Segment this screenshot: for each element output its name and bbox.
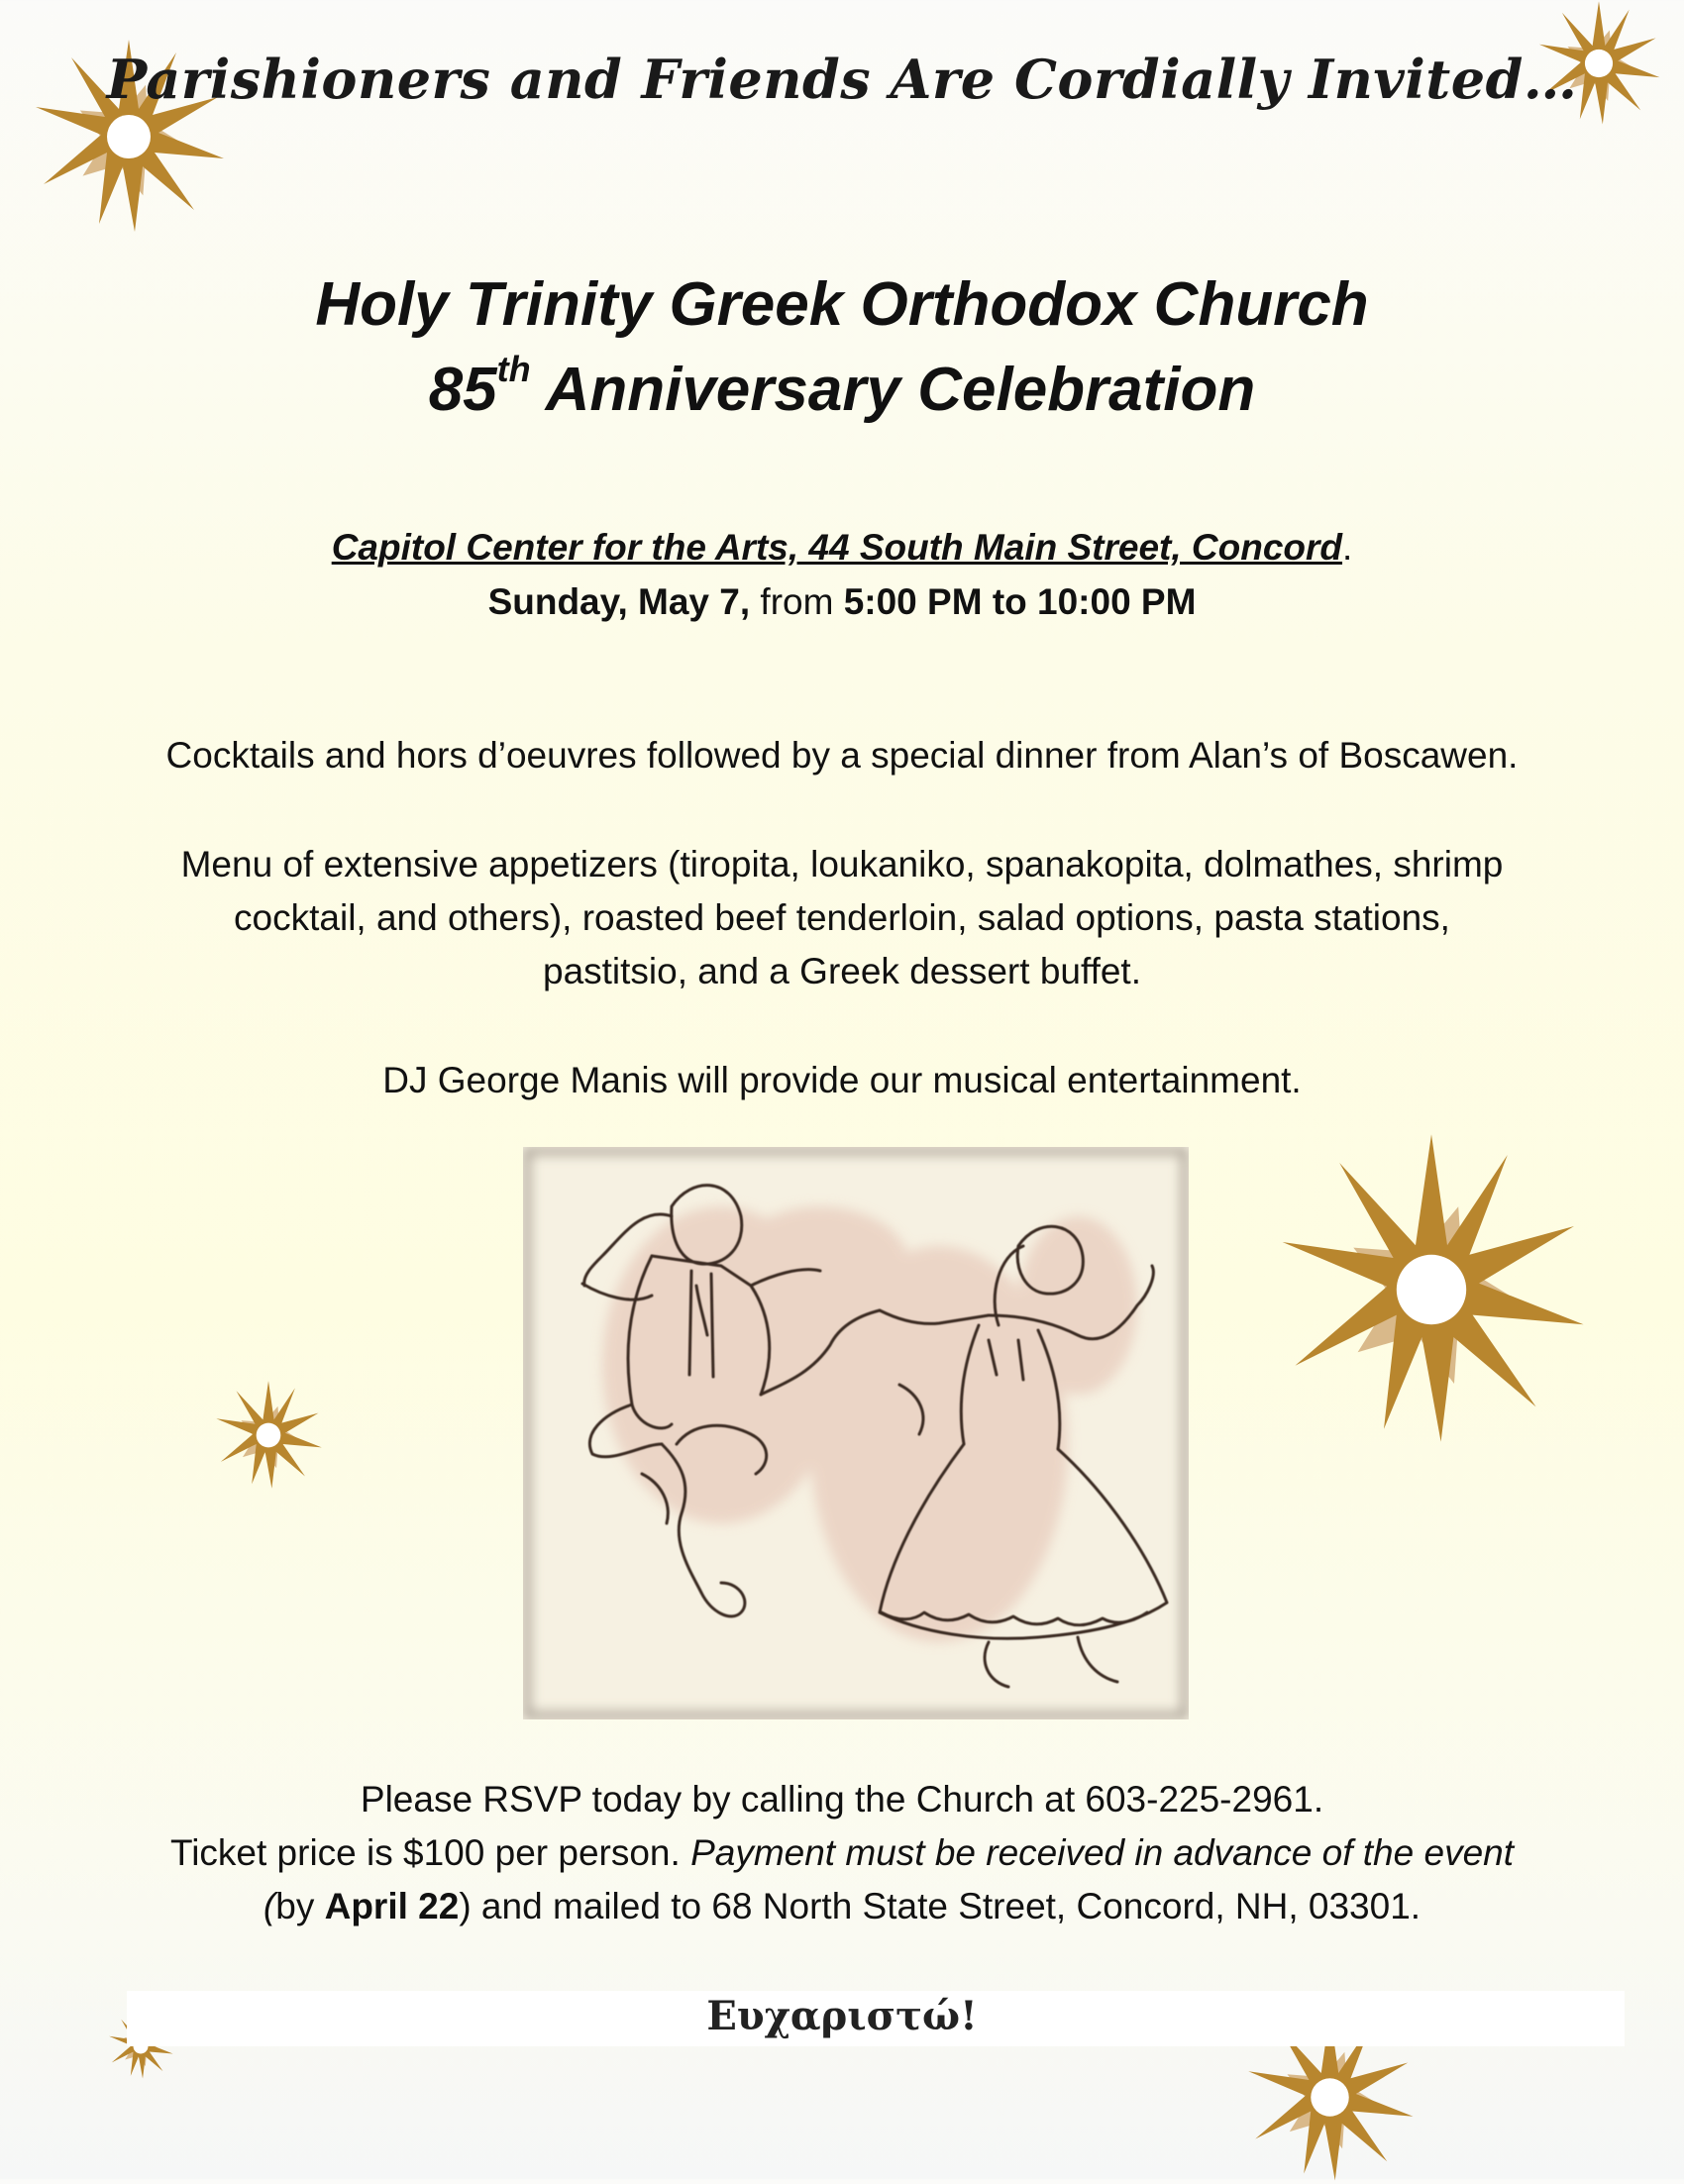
anniversary-title bbox=[0, 349, 1684, 425]
menu-line-2: cocktail, and others), roasted beef tenderloin, salad options, pasta stations, bbox=[234, 897, 1450, 938]
mailing-paren: ( bbox=[263, 1886, 276, 1926]
invitation-heading: Parishioners and Friends Are Cordially Invited… bbox=[106, 48, 1578, 111]
cocktails-text: Cocktails and hors d’oeuvres followed by a special dinner from Alan’s of Boscawen. bbox=[165, 735, 1519, 776]
ticket-line bbox=[0, 1832, 1684, 1874]
venue-address: Capitol Center for the Arts, 44 South Main Street, Concord bbox=[331, 527, 1343, 568]
rsvp-line: Please RSVP today by calling the Church at 603-225-2961. bbox=[360, 1779, 1324, 1820]
mailing-by: by bbox=[275, 1886, 325, 1926]
from-word: from bbox=[750, 581, 844, 622]
payment-deadline: April 22 bbox=[324, 1886, 460, 1926]
ticket-price: Ticket price is $100 per person. bbox=[169, 1832, 691, 1873]
event-time: 5:00 PM to 10:00 PM bbox=[843, 581, 1197, 622]
anniversary-number: 85 bbox=[428, 356, 497, 424]
mailing-address: ) and mailed to 68 North State Street, Concord, NH, 03301. bbox=[459, 1886, 1421, 1926]
anniversary-text: Anniversary Celebration bbox=[530, 356, 1256, 424]
star-icon bbox=[213, 1380, 324, 1491]
payment-note: Payment must be received in advance of the event bbox=[690, 1832, 1515, 1873]
venue-line bbox=[0, 527, 1684, 569]
anniversary-ordinal: th bbox=[496, 349, 531, 389]
menu-line-1: Menu of extensive appetizers (tiropita, loukaniko, spanakopita, dolmathes, shrimp bbox=[180, 844, 1504, 884]
thank-you-text: Ευχαριστώ! bbox=[706, 1993, 978, 2039]
event-date: Sunday, May 7, bbox=[487, 581, 751, 622]
star-icon bbox=[1273, 1131, 1590, 1448]
date-time-line bbox=[0, 581, 1684, 623]
mailing-line bbox=[0, 1886, 1684, 1927]
menu-line-3: pastitsio, and a Greek dessert buffet. bbox=[543, 951, 1141, 991]
dj-text: DJ George Manis will provide our musical entertainment. bbox=[382, 1060, 1302, 1100]
church-title: Holy Trinity Greek Orthodox Church bbox=[315, 270, 1369, 339]
venue-suffix: . bbox=[1342, 527, 1353, 568]
dancers-illustration bbox=[523, 1147, 1189, 1719]
